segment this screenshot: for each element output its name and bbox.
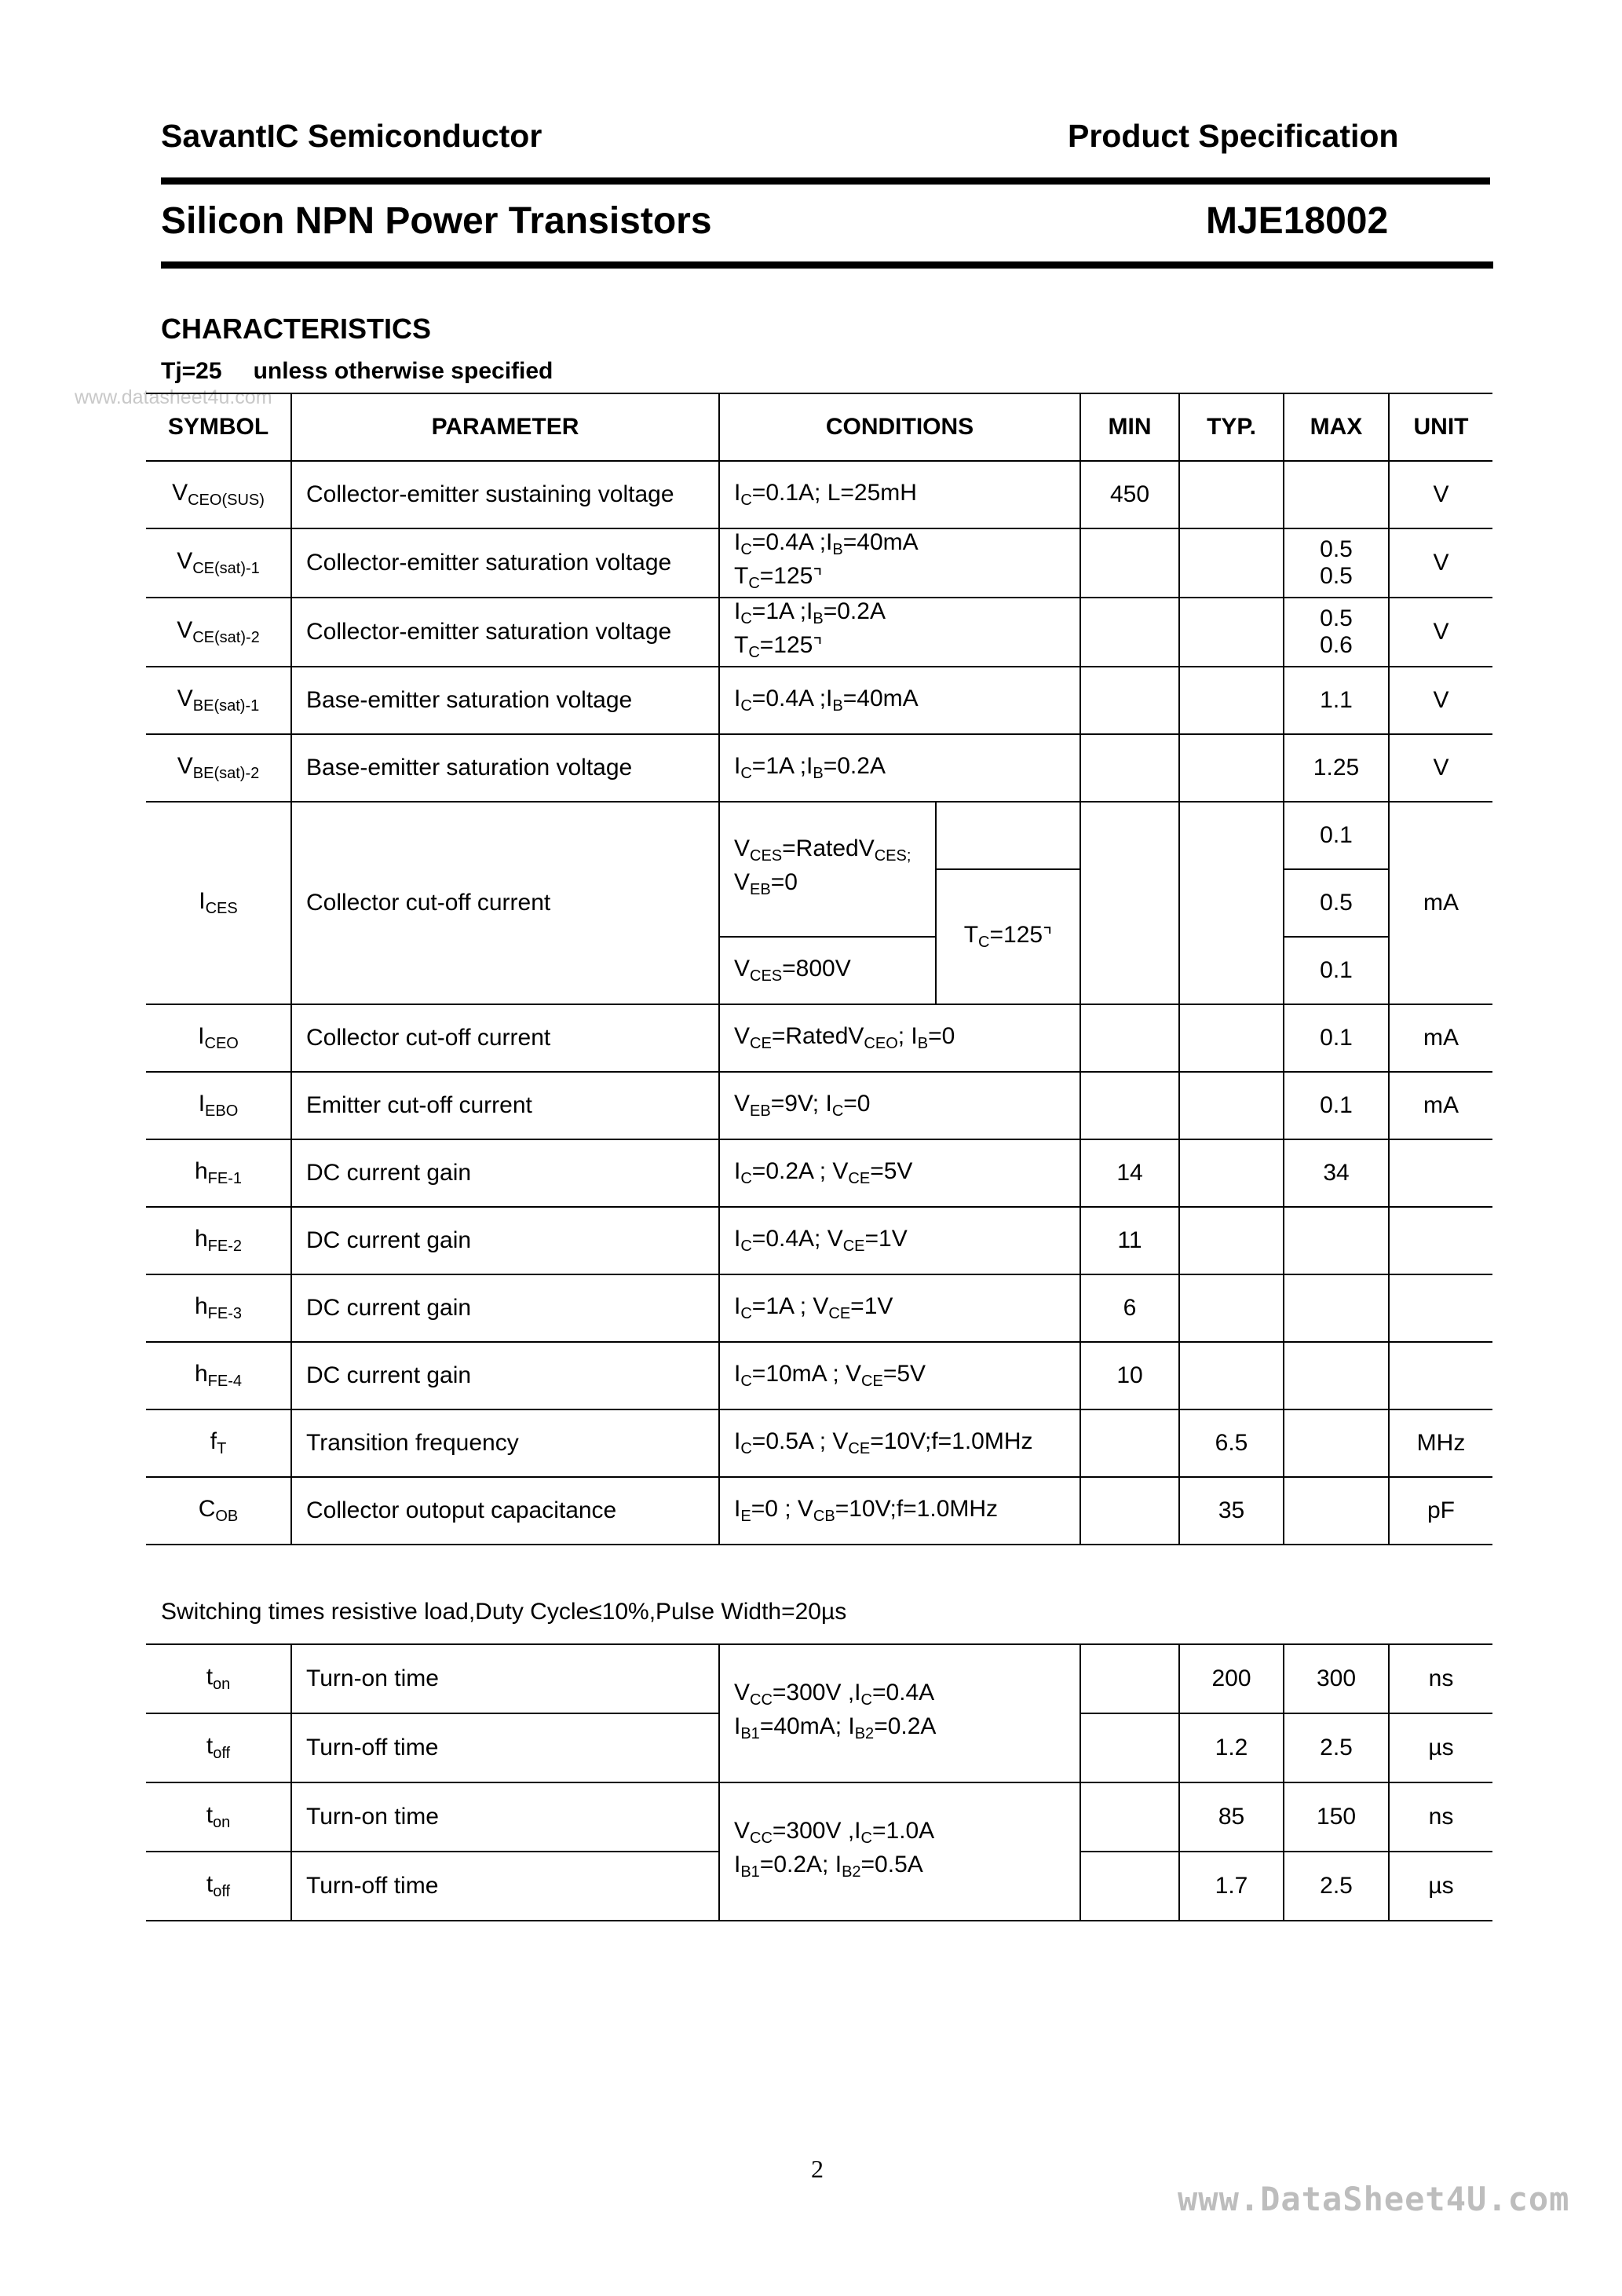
min-cell: 10 [1080, 1342, 1179, 1409]
condition-text: unless otherwise specified [253, 358, 553, 384]
typ-cell [1179, 802, 1284, 1004]
company-name: SavantIC Semiconductor [161, 118, 542, 154]
header-rule-bottom [161, 261, 1493, 269]
max-cell: 34 [1284, 1139, 1389, 1207]
conditions-empty-cell [936, 802, 1080, 869]
max-cell: 0.1 [1284, 937, 1389, 1004]
max-cell: 150 [1284, 1782, 1389, 1852]
header-conditions: CONDITIONS [719, 393, 1080, 461]
header-symbol: SYMBOL [146, 393, 291, 461]
min-cell: 450 [1080, 461, 1179, 528]
table-row [146, 734, 1492, 802]
conditions-cell: $I_C=0.5A$ ; $V_{CE}=10V;f=1.0MHz$ [719, 1409, 1080, 1477]
conditions-cell: $I_C=0.4A$ $;I_B=40mA$ $T_C=125⌝$ [719, 528, 1080, 598]
max-cell: 0.5 0.5 [1284, 528, 1389, 598]
max-cell [1284, 1409, 1389, 1477]
header-rule-top [161, 177, 1490, 185]
conditions-cell: $V_{CC}=300V$ $,I_C=0.4A$ $I_{B1}=40mA$; $I_{B2}=0.2A$ [719, 1644, 1080, 1782]
unit-cell: V [1389, 461, 1492, 528]
unit-cell: mA [1389, 1072, 1492, 1139]
table-row [146, 1342, 1492, 1409]
table-row [146, 1409, 1492, 1477]
header-min: MIN [1080, 393, 1179, 461]
symbol-cell: $I_{CEO}$ [146, 1004, 291, 1072]
condition-tj: Tj=25 [161, 358, 222, 384]
header-parameter: PARAMETER [291, 393, 719, 461]
table-header-row [146, 393, 1492, 461]
symbol-cell: $t_{off}$ [146, 1852, 291, 1921]
min-cell [1080, 667, 1179, 734]
symbol-cell: $h_{FE-1}$ [146, 1139, 291, 1207]
product-line: Silicon NPN Power Transistors [161, 200, 712, 242]
conditions-cell: $I_C=0.1A$; L=25mH [719, 461, 1080, 528]
typ-cell [1179, 1342, 1284, 1409]
typ-cell [1179, 598, 1284, 667]
conditions-cell: $V_{CE}=RatedV_{CEO}$; $I_B=0$ [719, 1004, 1080, 1072]
table-row [146, 1644, 1492, 1713]
section-title: CHARACTERISTICS [161, 313, 432, 345]
typ-cell [1179, 1139, 1284, 1207]
symbol-cell: $h_{FE-4}$ [146, 1342, 291, 1409]
table-row [146, 802, 1492, 869]
parameter-cell: Collector-emitter sustaining voltage [291, 461, 719, 528]
max-cell: 0.5 0.6 [1284, 598, 1389, 667]
min-cell [1080, 1072, 1179, 1139]
min-cell [1080, 1409, 1179, 1477]
typ-cell: 1.2 [1179, 1713, 1284, 1782]
symbol-cell: $I_{CES}$ [146, 802, 291, 1004]
parameter-cell: Collector-emitter saturation voltage [291, 528, 719, 598]
header-max: MAX [1284, 393, 1389, 461]
typ-cell: 6.5 [1179, 1409, 1284, 1477]
parameter-cell: Collector cut-off current [291, 802, 719, 1004]
typ-cell [1179, 528, 1284, 598]
table-row [146, 1477, 1492, 1545]
unit-cell: V [1389, 598, 1492, 667]
typ-cell [1179, 1274, 1284, 1342]
min-cell [1080, 1477, 1179, 1545]
symbol-cell: $t_{off}$ [146, 1713, 291, 1782]
document-type: Product Specification [1068, 118, 1399, 154]
unit-cell [1389, 1342, 1492, 1409]
parameter-cell: Turn-off time [291, 1852, 719, 1921]
min-cell [1080, 1852, 1179, 1921]
characteristics-table [146, 393, 1492, 1545]
parameter-cell: Turn-off time [291, 1713, 719, 1782]
symbol-cell: $t_{on}$ [146, 1644, 291, 1713]
symbol-cell: $f_T$ [146, 1409, 291, 1477]
parameter-cell: Turn-on time [291, 1782, 719, 1852]
conditions-cell: $V_{EB}=9V$; $I_C=0$ [719, 1072, 1080, 1139]
symbol-cell: $V_{BE(sat)-1}$ [146, 667, 291, 734]
min-cell [1080, 1004, 1179, 1072]
parameter-cell: Transition frequency [291, 1409, 719, 1477]
min-cell [1080, 1713, 1179, 1782]
switching-table [146, 1643, 1492, 1921]
conditions-tc-cell: $T_C=125⌝$ [936, 869, 1080, 1004]
conditions-cell: $I_E=0$ ; $V_{CB}=10V;f=1.0MHz$ [719, 1477, 1080, 1545]
unit-cell: ns [1389, 1782, 1492, 1852]
table-row [146, 528, 1492, 598]
symbol-cell: $V_{BE(sat)-2}$ [146, 734, 291, 802]
conditions-cell: $V_{CES}=RatedV_{CES;}$ $V_{EB}=0$ [719, 802, 936, 937]
conditions-cell: $I_C=1A$ ; $V_{CE}=1V$ [719, 1274, 1080, 1342]
max-cell: 1.1 [1284, 667, 1389, 734]
parameter-cell: DC current gain [291, 1207, 719, 1274]
unit-cell: mA [1389, 802, 1492, 1004]
max-cell [1284, 1207, 1389, 1274]
typ-cell: 85 [1179, 1782, 1284, 1852]
typ-cell: 1.7 [1179, 1852, 1284, 1921]
typ-cell: 35 [1179, 1477, 1284, 1545]
max-cell [1284, 1274, 1389, 1342]
unit-cell [1389, 1207, 1492, 1274]
unit-cell: V [1389, 528, 1492, 598]
symbol-cell: $h_{FE-2}$ [146, 1207, 291, 1274]
symbol-cell: $C_{OB}$ [146, 1477, 291, 1545]
max-cell [1284, 1342, 1389, 1409]
unit-cell: V [1389, 667, 1492, 734]
watermark-large: www.DataSheet4U.com [1178, 2180, 1570, 2218]
unit-cell: MHz [1389, 1409, 1492, 1477]
conditions-cell: $V_{CC}=300V$ $,I_C=1.0A$ $I_{B1}=0.2A$; $I_{B2}=0.5A$ [719, 1782, 1080, 1921]
min-cell: 14 [1080, 1139, 1179, 1207]
unit-cell: ns [1389, 1644, 1492, 1713]
min-cell [1080, 802, 1179, 1004]
table-row [146, 1139, 1492, 1207]
max-cell: 1.25 [1284, 734, 1389, 802]
switching-note: Switching times resistive load,Duty Cycle≤10%,Pulse Width=20µs [161, 1599, 847, 1625]
max-cell [1284, 1477, 1389, 1545]
typ-cell [1179, 667, 1284, 734]
table-row [146, 1004, 1492, 1072]
min-cell: 11 [1080, 1207, 1179, 1274]
max-cell [1284, 461, 1389, 528]
max-cell: 0.1 [1284, 1004, 1389, 1072]
max-cell: 2.5 [1284, 1852, 1389, 1921]
conditions-cell: $I_C=1A$ $;I_B=0.2A$ $T_C=125⌝$ [719, 598, 1080, 667]
symbol-cell: $t_{on}$ [146, 1782, 291, 1852]
unit-cell: µs [1389, 1852, 1492, 1921]
watermark-small: www.datasheet4u.com [75, 386, 272, 408]
typ-cell [1179, 461, 1284, 528]
unit-cell: pF [1389, 1477, 1492, 1545]
conditions-cell: $I_C=0.4A$ $;I_B=40mA$ [719, 667, 1080, 734]
parameter-cell: Collector-emitter saturation voltage [291, 598, 719, 667]
min-cell [1080, 1782, 1179, 1852]
conditions-cell: $I_C=10mA$ ; $V_{CE}=5V$ [719, 1342, 1080, 1409]
max-cell: 300 [1284, 1644, 1389, 1713]
typ-cell [1179, 1004, 1284, 1072]
typ-cell [1179, 1072, 1284, 1139]
symbol-cell: $V_{CEO(SUS)}$ [146, 461, 291, 528]
parameter-cell: Collector outoput capacitance [291, 1477, 719, 1545]
page-number: 2 [811, 2155, 824, 2183]
parameter-cell: DC current gain [291, 1139, 719, 1207]
max-cell: 2.5 [1284, 1713, 1389, 1782]
parameter-cell: Turn-on time [291, 1644, 719, 1713]
typ-cell [1179, 1207, 1284, 1274]
parameter-cell: DC current gain [291, 1342, 719, 1409]
conditions-cell: $I_C=1A$ $;I_B=0.2A$ [719, 734, 1080, 802]
table-row [146, 461, 1492, 528]
min-cell [1080, 1644, 1179, 1713]
min-cell: 6 [1080, 1274, 1179, 1342]
table-row [146, 1274, 1492, 1342]
table-row [146, 598, 1492, 667]
header-typ: TYP. [1179, 393, 1284, 461]
max-cell: 0.1 [1284, 1072, 1389, 1139]
conditions-cell: $V_{CES}=800V$ [719, 937, 936, 1004]
symbol-cell: $V_{CE(sat)-1}$ [146, 528, 291, 598]
unit-cell: V [1389, 734, 1492, 802]
unit-cell: µs [1389, 1713, 1492, 1782]
max-cell: 0.1 [1284, 802, 1389, 869]
unit-cell: mA [1389, 1004, 1492, 1072]
symbol-cell: $I_{EBO}$ [146, 1072, 291, 1139]
conditions-cell: $I_C=0.4A$; $V_{CE}=1V$ [719, 1207, 1080, 1274]
symbol-cell: $V_{CE(sat)-2}$ [146, 598, 291, 667]
unit-cell [1389, 1274, 1492, 1342]
min-cell [1080, 528, 1179, 598]
table-row [146, 1207, 1492, 1274]
symbol-cell: $h_{FE-3}$ [146, 1274, 291, 1342]
parameter-cell: Base-emitter saturation voltage [291, 734, 719, 802]
condition-note [161, 358, 553, 385]
min-cell [1080, 598, 1179, 667]
parameter-cell: Emitter cut-off current [291, 1072, 719, 1139]
parameter-cell: Collector cut-off current [291, 1004, 719, 1072]
typ-cell [1179, 734, 1284, 802]
table-row [146, 667, 1492, 734]
min-cell [1080, 734, 1179, 802]
table-row [146, 1782, 1492, 1852]
part-number: MJE18002 [1206, 200, 1389, 242]
header-unit: UNIT [1389, 393, 1492, 461]
unit-cell [1389, 1139, 1492, 1207]
table-row [146, 1072, 1492, 1139]
parameter-cell: Base-emitter saturation voltage [291, 667, 719, 734]
typ-cell: 200 [1179, 1644, 1284, 1713]
parameter-cell: DC current gain [291, 1274, 719, 1342]
max-cell: 0.5 [1284, 869, 1389, 937]
conditions-cell: $I_C=0.2A$ ; $V_{CE}=5V$ [719, 1139, 1080, 1207]
